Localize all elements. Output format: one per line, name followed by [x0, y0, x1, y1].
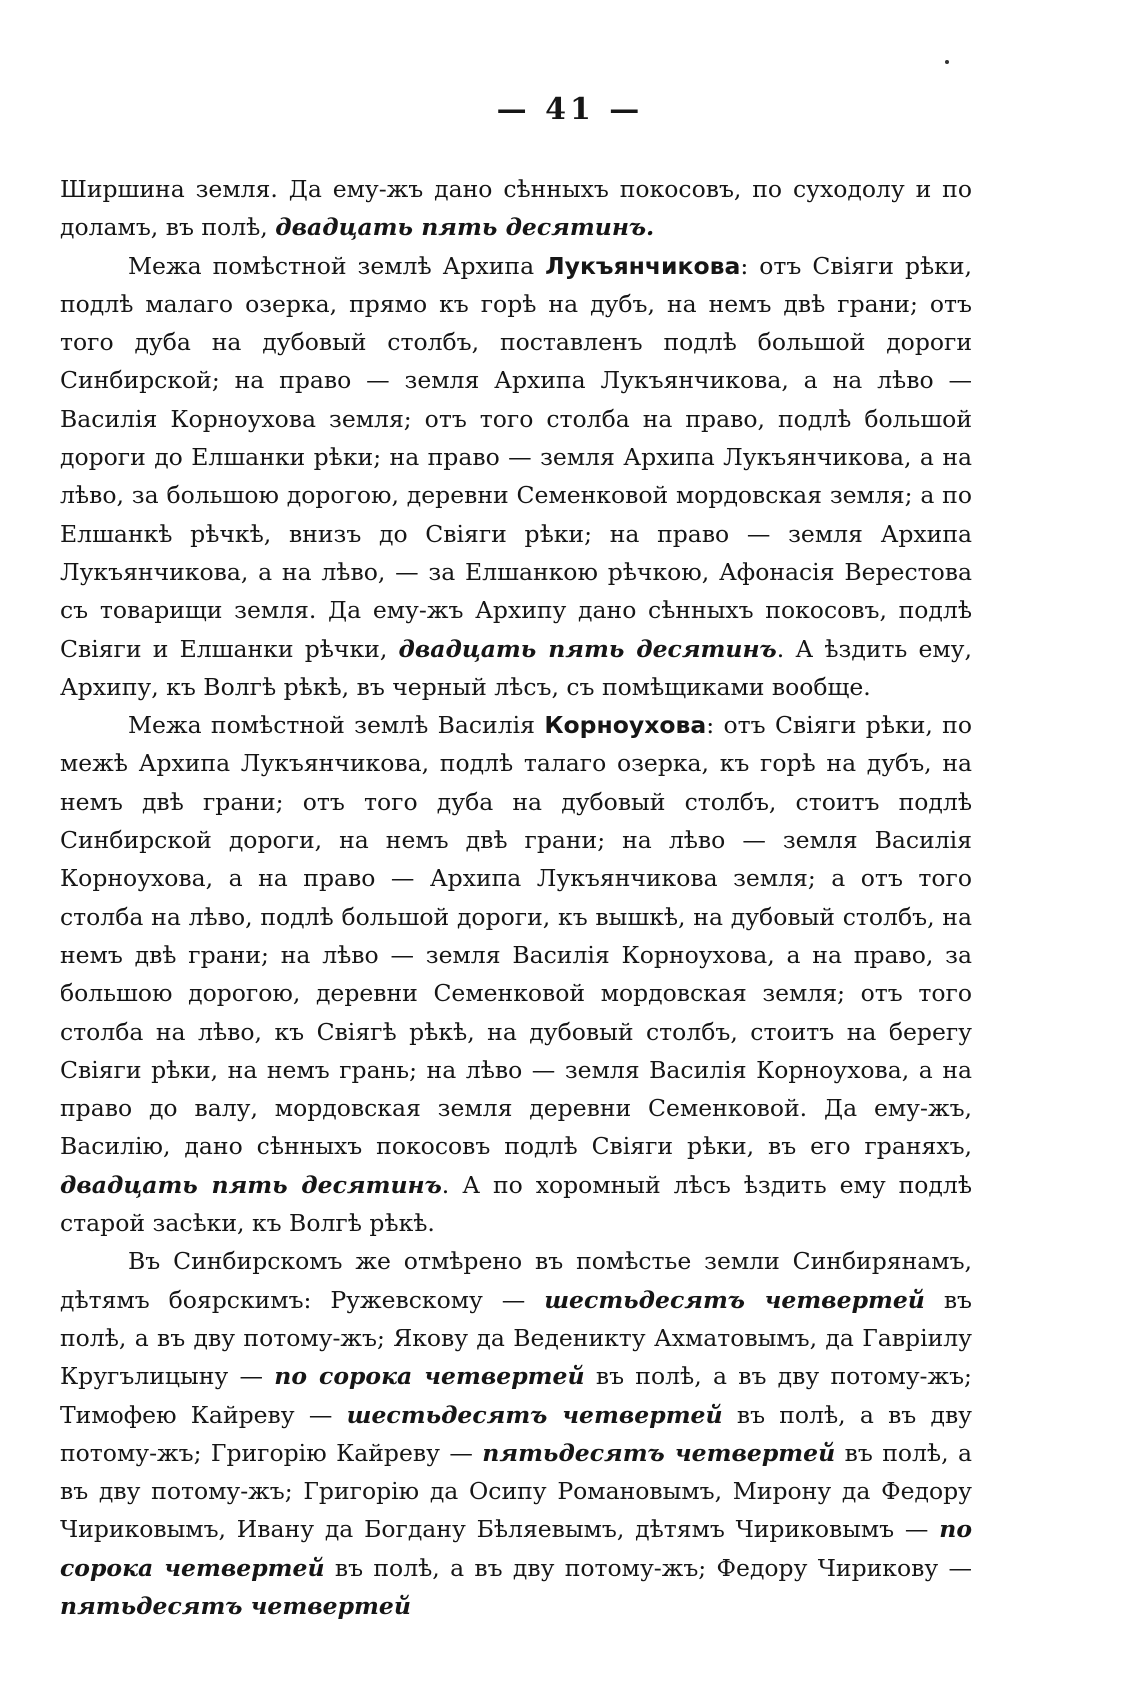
italic-phrase: по сорока четвертей: [60, 1515, 972, 1582]
text-run: въ полѣ, а въ дву потому-жъ; Федору Чирикову —: [324, 1553, 972, 1582]
text-run: : отъ Свіяги рѣки, по межѣ Архипа Лукъянчикова, подлѣ талаго озерка, къ горѣ на дубъ, на немъ двѣ грани; отъ того дуба на дубовый столбъ, стоитъ подлѣ Синбирской дороги, на немъ двѣ грани; на лѣво — земля Василія Корноухова, а на право — Архипа Лукъянчикова земля; а отъ того столба на лѣво, подлѣ большой дороги, къ вышкѣ, на дубовый столбъ, на немъ двѣ грани; на лѣво — земля Василія Корноухова, а на право, за большою дорогою, деревни Семенковой мордовская земля; отъ того столба на лѣво, къ Свіягѣ рѣкѣ, на дубовый столбъ, стоитъ на берегу Свіяги рѣки, на немъ грань; на лѣво — земля Василія Корноухова, а на право до валу, мордовская земля деревни Семенковой. Да ему-жъ, Василію, дано сѣнныхъ покосовъ подлѣ Свіяги рѣки, въ его граняхъ,: [60, 711, 972, 1161]
paragraph: [60, 706, 972, 1242]
text-run: Ширшина земля. Да ему-жъ дано сѣнныхъ покосовъ, по суходолу и по доламъ, въ полѣ,: [60, 175, 972, 242]
italic-phrase: пятьдесятъ четвертей: [482, 1438, 836, 1467]
text-run: въ полѣ, а въ дву потому-жъ; Тимофею Кайреву —: [60, 1362, 972, 1429]
text-run: . А ѣздить ему, Архипу, къ Волгѣ рѣкѣ, въ черный лѣсъ, съ помѣщиками вообще.: [60, 634, 972, 701]
text-run: Въ Синбирскомъ же отмѣрено въ помѣстье земли Синбирянамъ, дѣтямъ боярскимъ: Ружевскому —: [60, 1247, 972, 1314]
text-run: : отъ Свіяги рѣки, подлѣ малаго озерка, прямо къ горѣ на дубъ, на немъ двѣ грани; отъ того дуба на дубовый столбъ, поставленъ подлѣ большой дороги Синбирской; на право — земля Архипа Лукъянчикова, а на лѣво — Василія Корноухова земля; отъ того столба на право, подлѣ большой дороги до Елшанки рѣки; на право — земля Архипа Лукъянчикова, а на лѣво, за большою дорогою, деревни Семенковой мордовская земля; а по Елшанкѣ рѣчкѣ, внизъ до Свіяги рѣки; на право — земля Архипа Лукъянчикова, а на лѣво, — за Елшанкою рѣчкою, Афонасія Верестова съ товарищи земля. Да ему-жъ Архипу дано сѣнныхъ покосовъ, подлѣ Свіяги и Елшанки рѣчки,: [60, 251, 972, 663]
italic-phrase: пятьдесятъ четвертей: [60, 1591, 411, 1620]
italic-phrase: шестьдесятъ четвертей: [544, 1285, 925, 1314]
text-run: Межа помѣстной землѣ Архипа: [128, 251, 546, 280]
italic-phrase: двадцать пять десятинъ: [398, 634, 777, 663]
text-run: въ полѣ, а въ дву потому-жъ; Якову да Веденикту Ахматовымъ, да Гавріилу Кругълицыну —: [60, 1285, 973, 1391]
italic-phrase: двадцать пять десятинъ: [60, 1170, 442, 1199]
paragraph: [60, 247, 972, 707]
bold-name: Лукъянчикова: [545, 251, 741, 280]
italic-phrase: шестьдесятъ четвертей: [346, 1400, 723, 1429]
page-number: — 41 —: [496, 92, 644, 127]
text-run: въ полѣ, а въ дву потому-жъ; Григорію да Осипу Романовымъ, Мирону да Федору Чириковымъ, Ивану да Богдану Бѣляевымъ, дѣтямъ Чириковымъ —: [60, 1438, 972, 1544]
paragraph: [60, 1242, 972, 1625]
text-run: Межа помѣстной землѣ Василія: [128, 711, 545, 740]
paragraph: [60, 170, 972, 247]
body-text: [60, 170, 972, 1625]
text-run: . А по хоромный лѣсъ ѣздить ему подлѣ старой засѣки, къ Волгѣ рѣкѣ.: [60, 1170, 972, 1238]
speck-dot: [945, 60, 949, 64]
bold-name: Корноухова: [544, 711, 707, 740]
italic-phrase: двадцать пять десятинъ.: [275, 213, 655, 242]
text-run: въ полѣ, а въ дву потому-жъ; Григорію Кайреву —: [60, 1400, 973, 1467]
italic-phrase: по сорока четвертей: [274, 1362, 585, 1391]
